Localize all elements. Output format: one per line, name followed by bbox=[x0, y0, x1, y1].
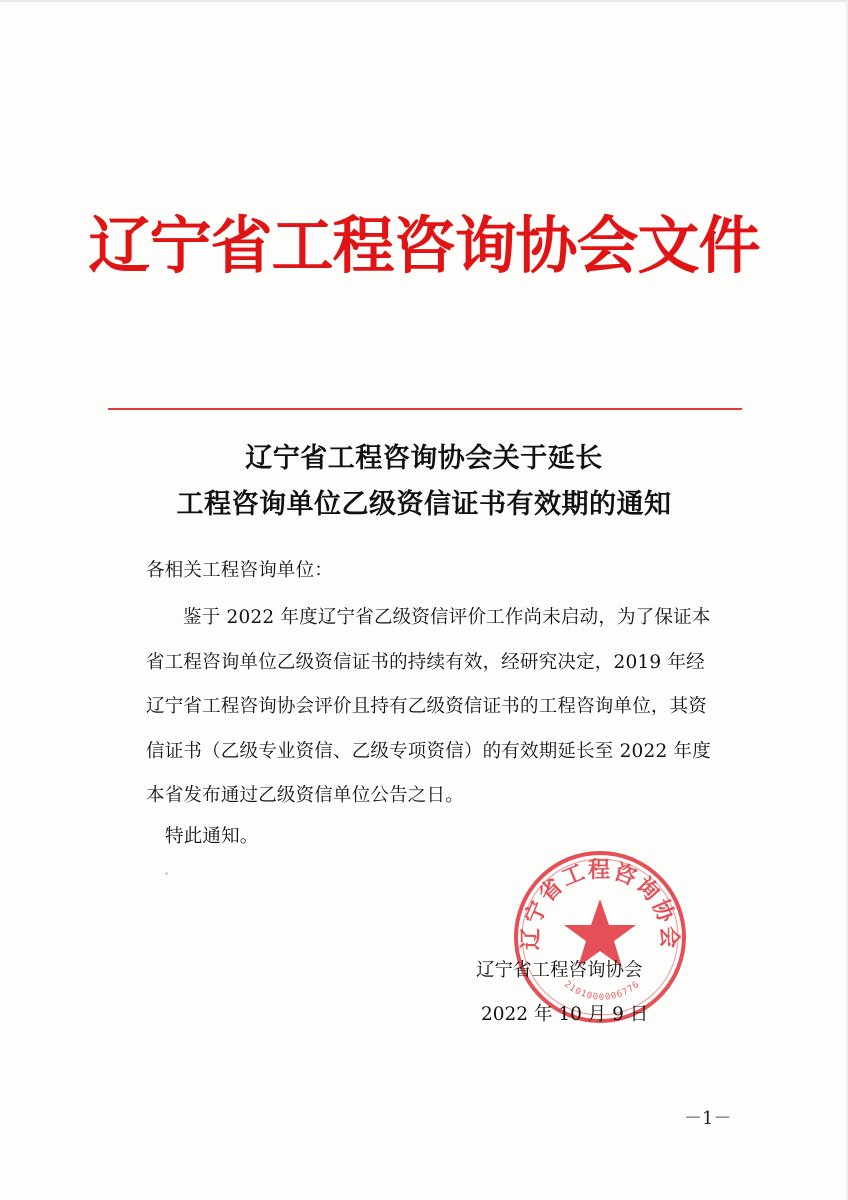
paragraph-line: 辽宁省工程咨询协会评价且持有乙级资信证书的工程咨询单位，其资 bbox=[146, 696, 708, 717]
document-masthead: 辽宁省工程咨询协会文件 bbox=[88, 209, 760, 282]
page-number: －1－ bbox=[684, 1108, 732, 1129]
paragraph-line: 鉴于 2022 年度辽宁省乙级资信评价工作尚未启动，为了保证本 bbox=[183, 607, 711, 628]
signature-date: 2022 年 10 月 9 日 bbox=[481, 1004, 649, 1025]
notice-paragraph bbox=[146, 596, 776, 819]
salutation: 各相关工程咨询单位： bbox=[146, 560, 334, 581]
notice-title-line-2: 工程咨询单位乙级资信证书有效期的通知 bbox=[176, 489, 672, 520]
paragraph-line: 省工程咨询单位乙级资信证书的持续有效，经研究决定，2019 年经 bbox=[146, 651, 705, 673]
red-divider-rule bbox=[108, 408, 742, 410]
paragraph-line: 信证书（乙级专业资信、乙级专项资信）的有效期延长至 2022 年度 bbox=[146, 740, 711, 762]
paragraph-line: 本省发布通过乙级资信单位公告之日。 bbox=[146, 785, 464, 806]
official-seal-stamp bbox=[512, 849, 688, 1025]
closing-line: 特此通知。 bbox=[165, 826, 259, 847]
notice-title-line-1: 辽宁省工程咨询协会关于延长 bbox=[245, 443, 603, 474]
svg-text:2101000006776: 2101000006776 bbox=[561, 979, 643, 1003]
svg-text:辽宁省工程咨询协会: 辽宁省工程咨询协会 bbox=[518, 858, 682, 951]
signature-organization: 辽宁省工程咨询协会 bbox=[476, 960, 643, 981]
scan-speck bbox=[165, 872, 168, 875]
